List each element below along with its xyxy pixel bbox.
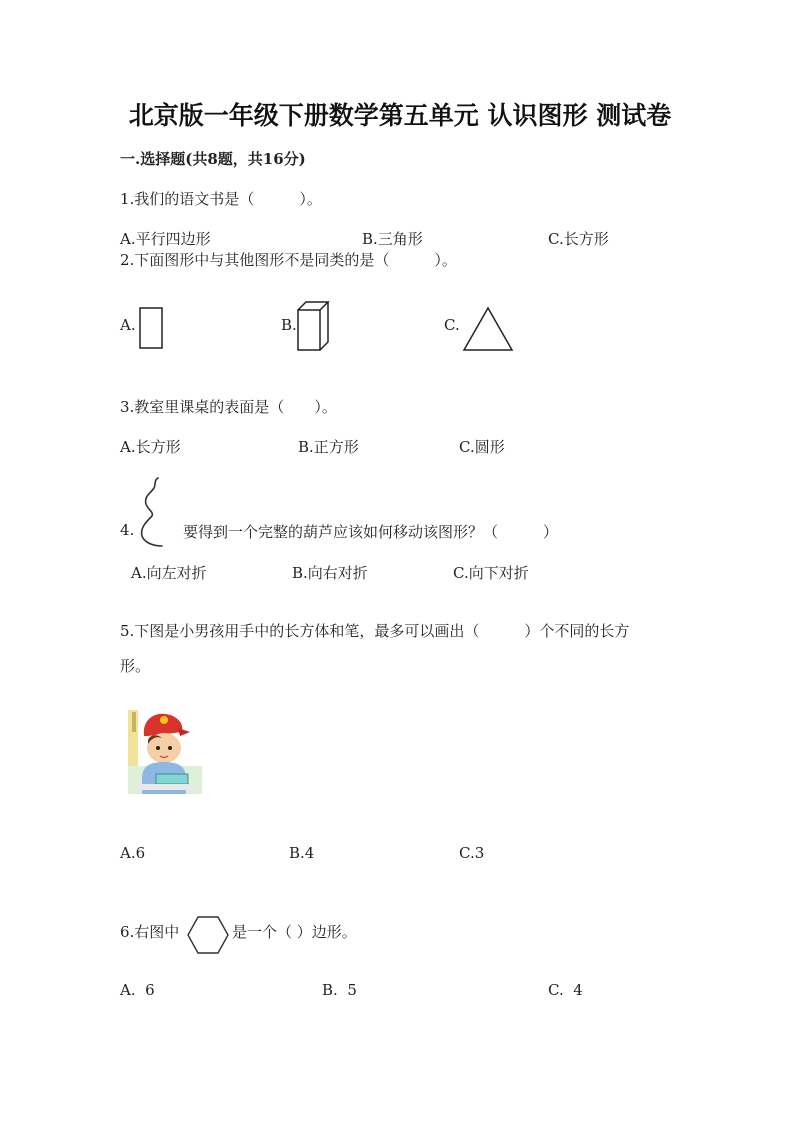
question-6-prefix: 6.右图中 <box>120 923 180 941</box>
page-title: 北京版一年级下册数学第五单元 认识图形 测试卷 <box>128 101 672 130</box>
section-heading: 一.选择题(共8题，共16分) <box>120 150 306 168</box>
question-5-text-line-2: 形。 <box>120 657 151 675</box>
question-2-option-b[interactable]: B. <box>281 316 297 334</box>
question-4-option-a[interactable]: A.向左对折 <box>131 564 207 582</box>
question-4-text: 要得到一个完整的葫芦应该如何移动该图形？（ ） <box>183 523 559 541</box>
question-3-option-a[interactable]: A.长方形 <box>120 438 181 456</box>
question-3-option-c[interactable]: C.圆形 <box>459 438 505 456</box>
question-5-option-b[interactable]: B.4 <box>289 844 315 862</box>
question-1-text: 1.我们的语文书是（ ）。 <box>120 190 322 208</box>
question-6-suffix: 是一个（ ）边形。 <box>232 923 357 941</box>
question-6-option-b[interactable]: B. 5 <box>322 981 357 999</box>
question-2-option-a[interactable]: A. <box>120 316 136 334</box>
question-4-option-b[interactable]: B.向右对折 <box>292 564 368 582</box>
question-3-option-b[interactable]: B.正方形 <box>298 438 359 456</box>
question-5-text-line-1: 5.下图是小男孩用手中的长方体和笔，最多可以画出（ ）个不同的长方 <box>120 622 630 640</box>
question-4-number: 4. <box>120 521 135 539</box>
question-2-option-c[interactable]: C. <box>444 316 460 334</box>
question-6-option-a[interactable]: A. 6 <box>120 981 155 999</box>
question-4-option-c[interactable]: C.向下对折 <box>453 564 529 582</box>
hexagon-icon <box>186 914 230 956</box>
triangle-icon <box>462 306 514 352</box>
question-3-text: 3.教室里课桌的表面是（ ）。 <box>120 398 337 416</box>
question-6-option-c[interactable]: C. 4 <box>548 981 583 999</box>
question-1-option-c[interactable]: C.长方形 <box>548 230 609 248</box>
boy-with-cuboid-illustration <box>128 706 202 794</box>
question-5-option-a[interactable]: A.6 <box>120 844 146 862</box>
question-2-text: 2.下面图形中与其他图形不是同类的是（ ）。 <box>120 251 457 269</box>
cuboid-icon <box>296 300 330 352</box>
question-1-option-a[interactable]: A.平行四边形 <box>120 230 211 248</box>
half-gourd-icon <box>136 476 172 548</box>
question-5-option-c[interactable]: C.3 <box>459 844 485 862</box>
question-1-option-b[interactable]: B.三角形 <box>362 230 423 248</box>
rectangle-icon <box>138 306 164 350</box>
